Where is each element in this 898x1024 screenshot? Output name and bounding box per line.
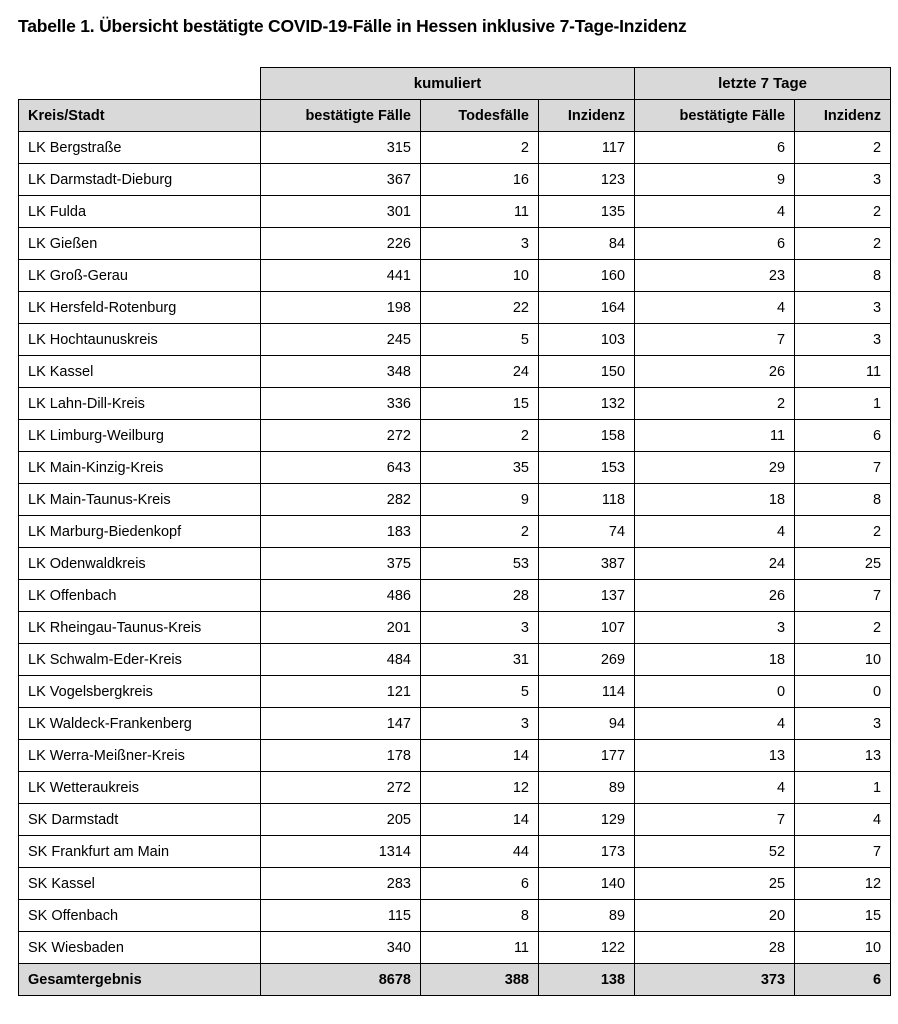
row-cum-incidence: 173 — [539, 836, 635, 868]
row-cum-incidence: 164 — [539, 292, 635, 324]
table-row — [19, 612, 891, 644]
table-row — [19, 644, 891, 676]
row-region: LK Fulda — [19, 196, 261, 228]
row-7day-cases: 4 — [635, 516, 795, 548]
row-cum-incidence: 150 — [539, 356, 635, 388]
row-cum-cases: 272 — [261, 772, 421, 804]
row-cum-incidence: 114 — [539, 676, 635, 708]
row-7day-incidence: 3 — [795, 324, 891, 356]
row-cum-cases: 441 — [261, 260, 421, 292]
row-region: SK Darmstadt — [19, 804, 261, 836]
row-cum-cases: 198 — [261, 292, 421, 324]
row-7day-cases: 4 — [635, 292, 795, 324]
row-cum-incidence: 269 — [539, 644, 635, 676]
row-cum-cases: 484 — [261, 644, 421, 676]
row-cum-deaths: 3 — [421, 708, 539, 740]
row-cum-incidence: 140 — [539, 868, 635, 900]
row-region: LK Odenwaldkreis — [19, 548, 261, 580]
row-7day-cases: 7 — [635, 324, 795, 356]
table-head — [19, 68, 891, 132]
table-row — [19, 676, 891, 708]
row-cum-cases: 201 — [261, 612, 421, 644]
row-7day-incidence: 3 — [795, 292, 891, 324]
row-7day-cases: 24 — [635, 548, 795, 580]
row-cum-cases: 340 — [261, 932, 421, 964]
group-header-row — [19, 68, 891, 100]
row-cum-cases: 375 — [261, 548, 421, 580]
row-cum-incidence: 84 — [539, 228, 635, 260]
row-region: LK Limburg-Weilburg — [19, 420, 261, 452]
row-7day-incidence: 1 — [795, 772, 891, 804]
column-header-cum-incidence: Inzidenz — [539, 100, 635, 132]
row-region: SK Wiesbaden — [19, 932, 261, 964]
row-7day-incidence: 2 — [795, 612, 891, 644]
row-7day-incidence: 2 — [795, 516, 891, 548]
table-row — [19, 740, 891, 772]
row-region: LK Schwalm-Eder-Kreis — [19, 644, 261, 676]
row-cum-cases: 226 — [261, 228, 421, 260]
row-7day-cases: 0 — [635, 676, 795, 708]
table-row — [19, 900, 891, 932]
row-region: LK Kassel — [19, 356, 261, 388]
row-7day-cases: 26 — [635, 580, 795, 612]
row-7day-incidence: 7 — [795, 836, 891, 868]
row-cum-cases: 486 — [261, 580, 421, 612]
row-cum-incidence: 137 — [539, 580, 635, 612]
row-region: LK Darmstadt-Dieburg — [19, 164, 261, 196]
column-header-row — [19, 100, 891, 132]
row-7day-incidence: 15 — [795, 900, 891, 932]
row-cum-deaths: 8 — [421, 900, 539, 932]
group-header-spacer — [19, 68, 261, 100]
row-cum-deaths: 2 — [421, 420, 539, 452]
row-7day-cases: 13 — [635, 740, 795, 772]
table-row — [19, 260, 891, 292]
row-cum-incidence: 103 — [539, 324, 635, 356]
table-container — [0, 37, 898, 996]
row-7day-incidence: 8 — [795, 260, 891, 292]
row-7day-incidence: 13 — [795, 740, 891, 772]
row-region: SK Frankfurt am Main — [19, 836, 261, 868]
row-7day-cases: 6 — [635, 228, 795, 260]
row-7day-incidence: 25 — [795, 548, 891, 580]
row-cum-deaths: 14 — [421, 804, 539, 836]
row-cum-cases: 336 — [261, 388, 421, 420]
row-7day-incidence: 7 — [795, 580, 891, 612]
row-cum-cases: 1314 — [261, 836, 421, 868]
row-cum-cases: 121 — [261, 676, 421, 708]
row-7day-incidence: 10 — [795, 932, 891, 964]
table-row — [19, 452, 891, 484]
row-7day-cases: 25 — [635, 868, 795, 900]
row-cum-deaths: 22 — [421, 292, 539, 324]
row-7day-incidence: 11 — [795, 356, 891, 388]
row-cum-incidence: 132 — [539, 388, 635, 420]
row-7day-incidence: 3 — [795, 708, 891, 740]
row-cum-deaths: 44 — [421, 836, 539, 868]
row-7day-incidence: 10 — [795, 644, 891, 676]
total-region: Gesamtergebnis — [19, 964, 261, 996]
row-region: LK Hochtaunuskreis — [19, 324, 261, 356]
row-region: LK Main-Taunus-Kreis — [19, 484, 261, 516]
row-7day-cases: 9 — [635, 164, 795, 196]
total-cum-cases: 8678 — [261, 964, 421, 996]
row-cum-cases: 367 — [261, 164, 421, 196]
row-region: LK Marburg-Biedenkopf — [19, 516, 261, 548]
row-cum-deaths: 9 — [421, 484, 539, 516]
row-region: LK Gießen — [19, 228, 261, 260]
row-7day-cases: 4 — [635, 772, 795, 804]
row-7day-cases: 6 — [635, 132, 795, 164]
row-cum-cases: 272 — [261, 420, 421, 452]
row-cum-deaths: 14 — [421, 740, 539, 772]
row-7day-cases: 52 — [635, 836, 795, 868]
row-7day-cases: 2 — [635, 388, 795, 420]
row-cum-deaths: 31 — [421, 644, 539, 676]
row-cum-deaths: 3 — [421, 228, 539, 260]
row-cum-incidence: 117 — [539, 132, 635, 164]
row-7day-incidence: 2 — [795, 196, 891, 228]
row-cum-cases: 115 — [261, 900, 421, 932]
table-row — [19, 804, 891, 836]
row-7day-cases: 4 — [635, 708, 795, 740]
row-cum-incidence: 123 — [539, 164, 635, 196]
row-region: SK Offenbach — [19, 900, 261, 932]
table-row — [19, 548, 891, 580]
total-7day-incidence: 6 — [795, 964, 891, 996]
table-row — [19, 516, 891, 548]
table-row — [19, 772, 891, 804]
page-title: Tabelle 1. Übersicht bestätigte COVID-19-Fälle in Hessen inklusive 7-Tage-Inzidenz — [18, 16, 687, 36]
table-row — [19, 388, 891, 420]
table-total-row — [19, 964, 891, 996]
row-cum-deaths: 12 — [421, 772, 539, 804]
column-header-cum-deaths: Todesfälle — [421, 100, 539, 132]
table-row — [19, 484, 891, 516]
row-7day-incidence: 2 — [795, 132, 891, 164]
row-7day-cases: 29 — [635, 452, 795, 484]
row-cum-deaths: 24 — [421, 356, 539, 388]
row-cum-deaths: 11 — [421, 932, 539, 964]
table-row — [19, 420, 891, 452]
row-cum-deaths: 2 — [421, 516, 539, 548]
row-region: LK Hersfeld-Rotenburg — [19, 292, 261, 324]
row-region: SK Kassel — [19, 868, 261, 900]
group-header-last-7-days: letzte 7 Tage — [635, 68, 891, 100]
row-region: LK Rheingau-Taunus-Kreis — [19, 612, 261, 644]
row-region: LK Vogelsbergkreis — [19, 676, 261, 708]
table-row — [19, 708, 891, 740]
row-cum-cases: 282 — [261, 484, 421, 516]
row-cum-deaths: 11 — [421, 196, 539, 228]
row-cum-incidence: 387 — [539, 548, 635, 580]
total-cum-deaths: 388 — [421, 964, 539, 996]
row-cum-deaths: 10 — [421, 260, 539, 292]
row-7day-incidence: 4 — [795, 804, 891, 836]
table-row — [19, 932, 891, 964]
row-region: LK Werra-Meißner-Kreis — [19, 740, 261, 772]
table-row — [19, 228, 891, 260]
table-row — [19, 868, 891, 900]
row-region: LK Offenbach — [19, 580, 261, 612]
row-cum-incidence: 74 — [539, 516, 635, 548]
column-header-region: Kreis/Stadt — [19, 100, 261, 132]
row-cum-cases: 643 — [261, 452, 421, 484]
row-region: LK Waldeck-Frankenberg — [19, 708, 261, 740]
row-cum-cases: 205 — [261, 804, 421, 836]
row-7day-incidence: 8 — [795, 484, 891, 516]
row-cum-deaths: 5 — [421, 324, 539, 356]
row-7day-cases: 3 — [635, 612, 795, 644]
table-row — [19, 164, 891, 196]
table-row — [19, 196, 891, 228]
row-cum-deaths: 15 — [421, 388, 539, 420]
row-cum-incidence: 107 — [539, 612, 635, 644]
row-cum-incidence: 94 — [539, 708, 635, 740]
table-row — [19, 836, 891, 868]
row-7day-cases: 18 — [635, 644, 795, 676]
row-cum-incidence: 153 — [539, 452, 635, 484]
total-7day-cases: 373 — [635, 964, 795, 996]
row-cum-deaths: 16 — [421, 164, 539, 196]
row-7day-incidence: 2 — [795, 228, 891, 260]
row-7day-cases: 23 — [635, 260, 795, 292]
column-header-7day-cases: bestätigte Fälle — [635, 100, 795, 132]
row-cum-cases: 283 — [261, 868, 421, 900]
row-cum-cases: 183 — [261, 516, 421, 548]
row-cum-cases: 178 — [261, 740, 421, 772]
row-cum-deaths: 35 — [421, 452, 539, 484]
row-cum-incidence: 122 — [539, 932, 635, 964]
row-7day-cases: 20 — [635, 900, 795, 932]
table-row — [19, 356, 891, 388]
row-cum-cases: 301 — [261, 196, 421, 228]
row-cum-incidence: 135 — [539, 196, 635, 228]
column-header-7day-incidence: Inzidenz — [795, 100, 891, 132]
row-cum-cases: 245 — [261, 324, 421, 356]
row-7day-incidence: 1 — [795, 388, 891, 420]
row-cum-cases: 147 — [261, 708, 421, 740]
row-cum-incidence: 129 — [539, 804, 635, 836]
row-cum-incidence: 177 — [539, 740, 635, 772]
row-cum-deaths: 3 — [421, 612, 539, 644]
row-7day-cases: 18 — [635, 484, 795, 516]
row-7day-incidence: 6 — [795, 420, 891, 452]
row-region: LK Bergstraße — [19, 132, 261, 164]
row-cum-deaths: 2 — [421, 132, 539, 164]
row-7day-cases: 11 — [635, 420, 795, 452]
table-row — [19, 580, 891, 612]
row-7day-incidence: 12 — [795, 868, 891, 900]
table-row — [19, 324, 891, 356]
row-cum-incidence: 118 — [539, 484, 635, 516]
row-cum-incidence: 160 — [539, 260, 635, 292]
row-7day-cases: 26 — [635, 356, 795, 388]
row-cum-incidence: 89 — [539, 900, 635, 932]
row-cum-cases: 315 — [261, 132, 421, 164]
row-7day-cases: 4 — [635, 196, 795, 228]
row-cum-deaths: 53 — [421, 548, 539, 580]
row-cum-deaths: 6 — [421, 868, 539, 900]
row-7day-cases: 28 — [635, 932, 795, 964]
row-7day-incidence: 0 — [795, 676, 891, 708]
row-region: LK Main-Kinzig-Kreis — [19, 452, 261, 484]
total-cum-incidence: 138 — [539, 964, 635, 996]
row-7day-incidence: 3 — [795, 164, 891, 196]
row-region: LK Groß-Gerau — [19, 260, 261, 292]
row-region: LK Lahn-Dill-Kreis — [19, 388, 261, 420]
column-header-cum-cases: bestätigte Fälle — [261, 100, 421, 132]
row-cum-deaths: 28 — [421, 580, 539, 612]
row-region: LK Wetteraukreis — [19, 772, 261, 804]
row-cum-deaths: 5 — [421, 676, 539, 708]
row-cum-incidence: 89 — [539, 772, 635, 804]
row-7day-cases: 7 — [635, 804, 795, 836]
group-header-cumulative: kumuliert — [261, 68, 635, 100]
row-7day-incidence: 7 — [795, 452, 891, 484]
row-cum-cases: 348 — [261, 356, 421, 388]
table-row — [19, 292, 891, 324]
table-row — [19, 132, 891, 164]
covid-cases-table — [18, 67, 891, 996]
row-cum-incidence: 158 — [539, 420, 635, 452]
table-body — [19, 132, 891, 996]
